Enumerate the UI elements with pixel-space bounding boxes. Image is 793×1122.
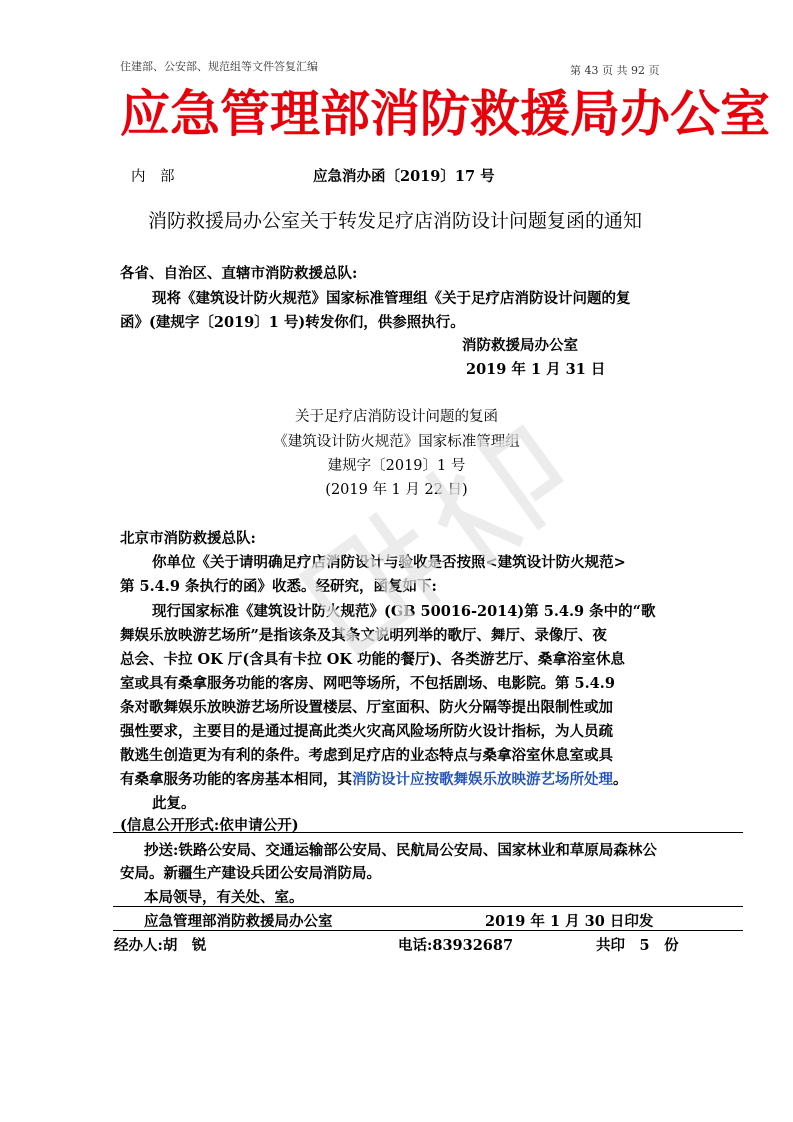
watermark-stamp bbox=[240, 380, 640, 700]
reply-paragraph-line: 强性要求，主要目的是通过提高此类火灾高风险场所防火设计指标，为人员疏 bbox=[120, 723, 613, 740]
notice-body-line: 现将《建筑设计防火规范》国家标准管理组《关于足疗店消防设计问题的复 bbox=[152, 290, 631, 307]
divider-line bbox=[113, 832, 743, 833]
reply-number: 建规字〔2019〕1 号 bbox=[327, 458, 466, 474]
reply-salutation: 北京市消防救援总队: bbox=[120, 530, 256, 547]
phone: 电话:83932687 bbox=[398, 937, 514, 954]
document-number: 应急消办函〔2019〕17 号 bbox=[313, 168, 495, 185]
notice-salutation: 各省、自治区、直辖市消防救援总队: bbox=[120, 265, 358, 282]
highlighted-conclusion: 消防设计应按歌舞娱乐放映游艺场所处理 bbox=[352, 771, 613, 788]
internal-distribution: 本局领导，有关处、室。 bbox=[144, 889, 304, 906]
disclosure-form: (信息公开形式:依申请公开) bbox=[120, 817, 299, 834]
printing-office: 应急管理部消防救援局办公室 bbox=[144, 913, 333, 930]
reply-closing: 此复。 bbox=[152, 795, 196, 812]
divider-line bbox=[113, 930, 743, 931]
reply-paragraph-line: 现行国家标准《建筑设计防火规范》(GB 50016-2014)第 5.4.9 条中的“歌 bbox=[152, 603, 656, 620]
reply-text-plain: 。 bbox=[613, 771, 628, 788]
divider-line bbox=[113, 906, 743, 907]
classification-label: 内 部 bbox=[131, 169, 175, 185]
reply-title: 关于足疗店消防设计问题的复函 bbox=[295, 409, 498, 425]
notice-signer: 消防救援局办公室 bbox=[462, 337, 578, 354]
reply-paragraph-line: 总会、卡拉 OK 厅(含具有卡拉 OK 功能的餐厅)、各类游艺厅、桑拿浴室休息 bbox=[120, 651, 625, 668]
reply-paragraph-line: 你单位《关于请明确足疗店消防设计与验收是否按照<建筑设计防火规范> bbox=[152, 554, 626, 571]
cc-list-line: 抄送:铁路公安局、交通运输部公安局、民航局公安局、国家林业和草原局森林公 bbox=[144, 842, 657, 859]
issuing-office-banner: 应急管理部消防救援局办公室 bbox=[120, 84, 770, 143]
reply-paragraph-line-highlighted bbox=[120, 768, 628, 789]
reply-text-plain: 有桑拿服务功能的客房基本相同，其 bbox=[120, 771, 352, 788]
running-header-left: 住建部、公安部、规范组等文件答复汇编 bbox=[120, 60, 318, 73]
reply-paragraph-line: 散逃生创造更为有利的条件。考虑到足疗店的业态特点与桑拿浴室休息室或具 bbox=[120, 747, 613, 764]
reply-paragraph-line: 室或具有桑拿服务功能的客房、网吧等场所，不包括剧场、电影院。第 5.4.9 bbox=[120, 675, 615, 692]
copies-printed: 共印 5 份 bbox=[596, 937, 679, 954]
notice-title: 消防救援局办公室关于转发足疗店消防设计问题复函的通知 bbox=[148, 210, 643, 232]
reply-issuer: 《建筑设计防火规范》国家标准管理组 bbox=[273, 434, 520, 450]
notice-body-line: 函》(建规字〔2019〕1 号)转发你们，供参照执行。 bbox=[120, 314, 465, 331]
handler: 经办人:胡 锐 bbox=[114, 937, 207, 954]
running-header-page-number: 第 43 页 共 92 页 bbox=[570, 64, 660, 77]
print-date: 2019 年 1 月 30 日印发 bbox=[485, 913, 654, 930]
reply-paragraph-line: 舞娱乐放映游艺场所”是指该条及其条文说明列举的歌厅、舞厅、录像厅、夜 bbox=[120, 627, 607, 644]
reply-paragraph-line: 条对歌舞娱乐放映游艺场所设置楼层、厅室面积、防火分隔等提出限制性或加 bbox=[120, 699, 613, 716]
reply-date: (2019 年 1 月 22 日) bbox=[325, 482, 468, 498]
notice-date: 2019 年 1 月 31 日 bbox=[466, 361, 606, 378]
reply-paragraph-line: 第 5.4.9 条执行的函》收悉。经研究，函复如下: bbox=[120, 578, 437, 595]
cc-list-line: 安局。新疆生产建设兵团公安局消防局。 bbox=[120, 865, 381, 882]
